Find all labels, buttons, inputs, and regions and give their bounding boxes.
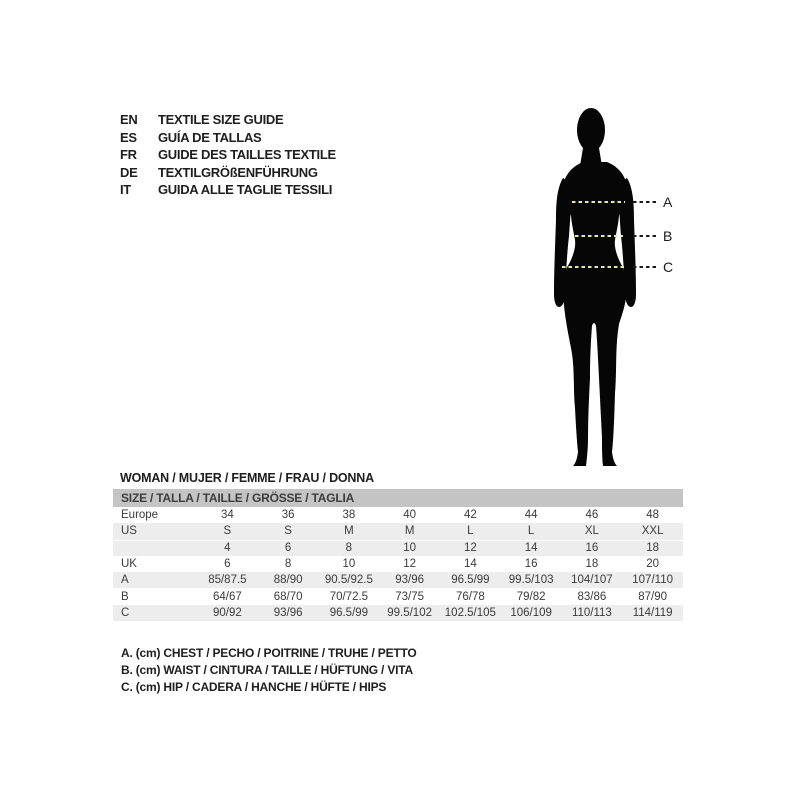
note-waist: B. (cm) WAIST / CINTURA / TAILLE / HÜFTUNG / VITA: [121, 663, 413, 677]
cell: 99.5/103: [508, 574, 554, 587]
row-label: US: [121, 525, 137, 538]
cell: 8: [284, 558, 292, 571]
language-title: GUIDA ALLE TAGLIE TESSILI: [158, 182, 333, 198]
measurement-notes: [121, 645, 417, 696]
cell: 88/90: [273, 574, 303, 587]
waist-callout-line: [633, 235, 658, 237]
cell: 68/70: [273, 590, 303, 603]
cell: 87/90: [638, 590, 668, 603]
waist-dash-line: [575, 235, 623, 237]
cell: 42: [463, 509, 477, 522]
note-hip: C. (cm) HIP / CADERA / HANCHE / HÜFTE / HIPS: [121, 680, 387, 694]
cell: 36: [281, 509, 295, 522]
table-row-chest: [113, 572, 683, 588]
cell: 110/113: [571, 606, 612, 619]
cell: 90.5/92.5: [324, 574, 373, 587]
language-code: FR: [120, 147, 137, 163]
cell: 46: [585, 509, 599, 522]
cell: 106/109: [510, 606, 552, 619]
cell: 73/75: [395, 590, 425, 603]
language-code: IT: [120, 182, 131, 198]
language-title: TEXTILE SIZE GUIDE: [158, 112, 284, 128]
language-row-fr: [120, 146, 336, 164]
waist-line-label: B: [663, 228, 673, 244]
cell: 93/96: [273, 606, 303, 619]
row-label: A: [121, 574, 129, 587]
row-label: UK: [121, 558, 137, 571]
hip-line-label: C: [663, 259, 674, 275]
language-row-de: [120, 164, 336, 182]
cell: 10: [403, 542, 417, 555]
cell: 10: [342, 558, 356, 571]
language-code: DE: [120, 164, 138, 180]
gender-title: WOMAN / MUJER / FEMME / FRAU / DONNA: [120, 471, 374, 485]
cell: 90/92: [212, 606, 242, 619]
language-title: GUÍA DE TALLAS: [158, 129, 262, 145]
cell: 12: [463, 542, 477, 555]
cell: XL: [584, 525, 599, 538]
cell: 16: [524, 558, 538, 571]
size-table-header: SIZE / TALLA / TAILLE / GRÖSSE / TAGLIA: [113, 489, 683, 507]
cell: 93/96: [395, 574, 425, 587]
cell: 48: [646, 509, 660, 522]
note-chest: A. (cm) CHEST / PECHO / POITRINE / TRUHE / PETTO: [121, 646, 417, 660]
woman-silhouette-icon: [545, 108, 645, 470]
language-row-es: [120, 129, 336, 147]
cell: 76/78: [455, 590, 485, 603]
cell: 8: [345, 542, 353, 555]
language-title: GUIDE DES TAILLES TEXTILE: [158, 147, 336, 163]
cell: 114/119: [632, 606, 673, 619]
row-label: Europe: [121, 509, 159, 522]
cell: L: [527, 525, 535, 538]
cell: 18: [585, 558, 599, 571]
cell: 102.5/105: [444, 606, 496, 619]
cell: 64/67: [212, 590, 242, 603]
hip-dash-line: [562, 266, 624, 268]
cell: 18: [646, 542, 660, 555]
language-row-it: [120, 181, 336, 199]
chest-callout-line: [633, 201, 658, 203]
language-title: TEXTILGRÖßENFÜHRUNG: [158, 164, 318, 180]
cell: 6: [224, 558, 231, 571]
size-table: [113, 489, 683, 621]
cell: 20: [646, 558, 660, 571]
cell: M: [404, 525, 415, 538]
cell: 14: [463, 558, 477, 571]
cell: 16: [585, 542, 599, 555]
cell: 107/110: [632, 574, 673, 587]
cell: L: [467, 525, 474, 538]
cell: 40: [403, 509, 417, 522]
cell: 96.5/99: [329, 606, 369, 619]
language-list: [120, 111, 336, 199]
cell: 99.5/102: [387, 606, 432, 619]
chest-dash-line: [572, 201, 625, 203]
table-row-waist: [113, 588, 683, 604]
language-row-en: [120, 111, 336, 129]
cell: 104/107: [571, 574, 613, 587]
row-label: C: [121, 606, 130, 619]
language-code: EN: [120, 112, 138, 128]
chest-line-label: A: [663, 194, 673, 210]
cell: 14: [524, 542, 538, 555]
cell: 79/82: [516, 590, 546, 603]
cell: 96.5/99: [451, 574, 490, 587]
table-row-uk: [113, 556, 683, 572]
cell: 38: [342, 509, 356, 522]
cell: 4: [224, 542, 231, 555]
cell: S: [223, 525, 232, 538]
cell: 6: [284, 542, 292, 555]
cell: 83/86: [577, 590, 607, 603]
cell: 34: [220, 509, 234, 522]
cell: XXL: [641, 525, 664, 538]
cell: 85/87.5: [208, 574, 247, 587]
table-row-us-letter: [113, 523, 683, 539]
table-row-hip: [113, 605, 683, 621]
cell: M: [344, 525, 354, 538]
language-code: ES: [120, 129, 137, 145]
cell: 44: [524, 509, 538, 522]
hip-callout-line: [633, 266, 658, 268]
table-row-us-numeric: [113, 540, 683, 556]
row-label: B: [121, 590, 129, 603]
cell: 12: [403, 558, 417, 571]
table-row-europe: [113, 507, 683, 523]
cell: S: [284, 525, 292, 538]
cell: 70/72.5: [329, 590, 369, 603]
